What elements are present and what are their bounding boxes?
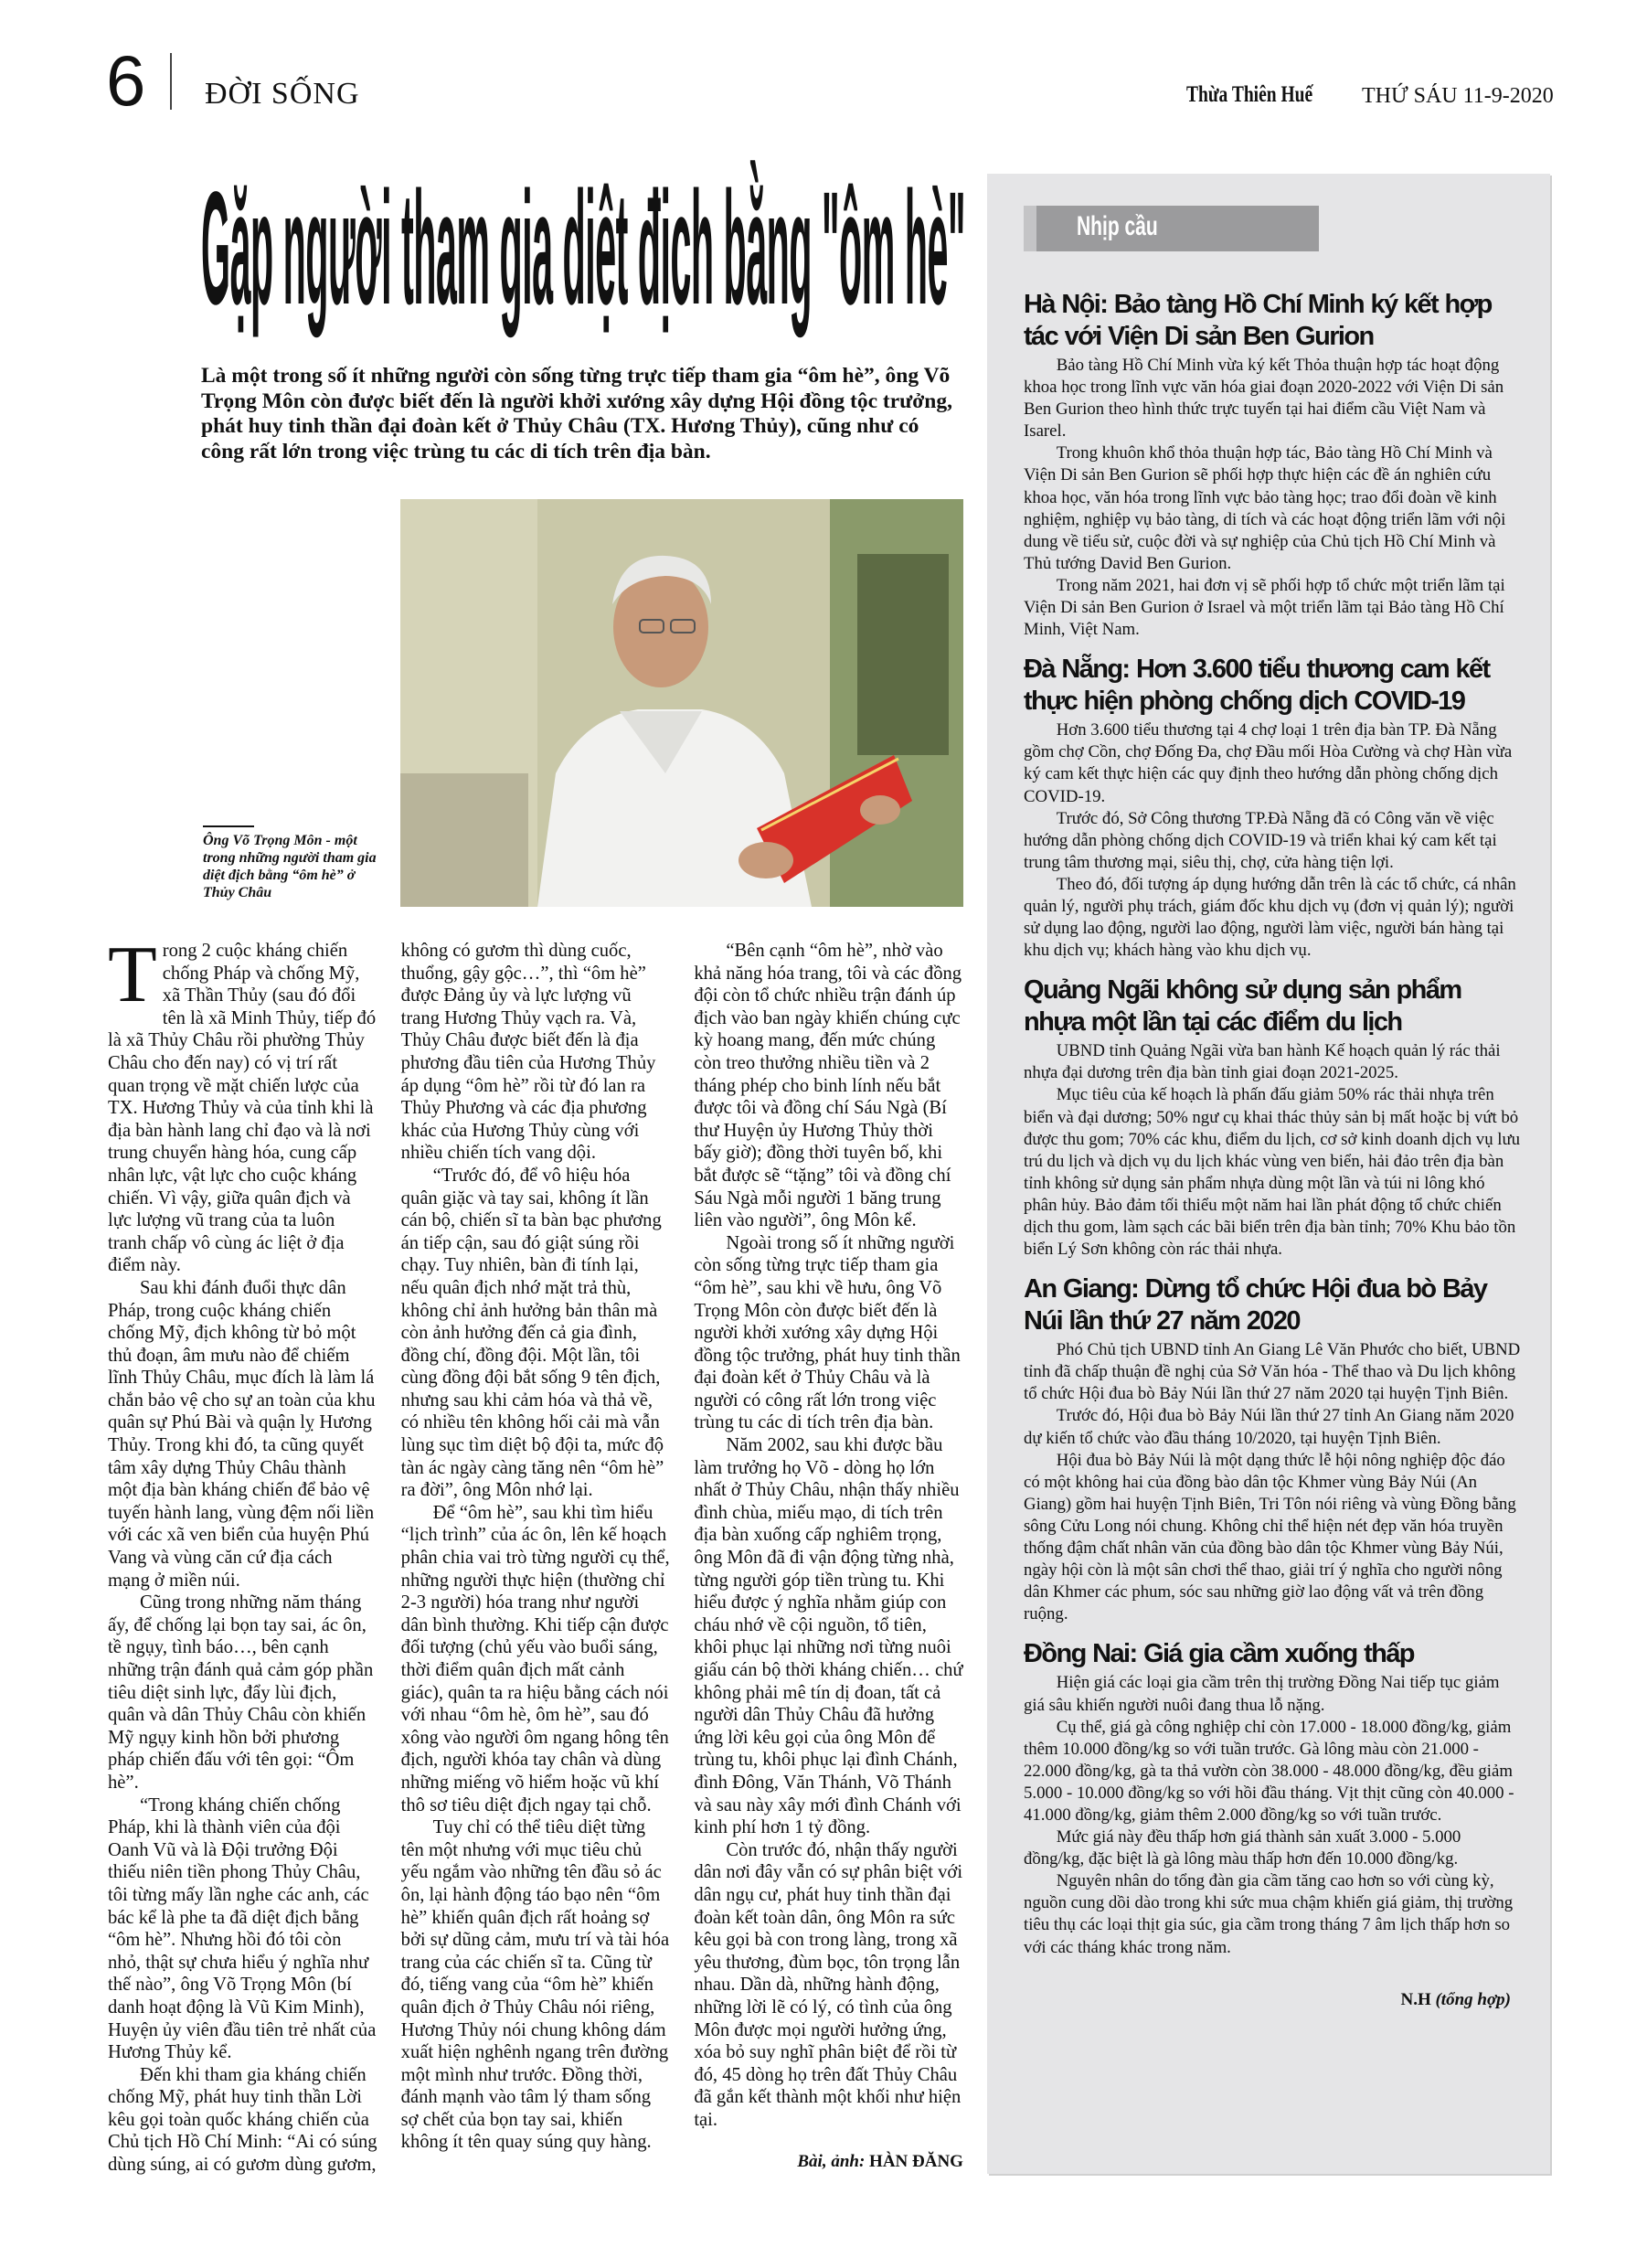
sidebar-news-paragraph: Hơn 3.600 tiểu thương tại 4 chợ loại 1 trên địa bàn TP. Đà Nẵng gồm chợ Cồn, chợ Đống Đa, chợ Đầu mối Hòa Cường và chợ Hàn vừa ký cam kết thực hiện các quy định theo hướng dẫn phòng chống dịch COVID-19. (1024, 720, 1513, 806)
drop-cap: T (108, 931, 157, 1019)
sidebar-news-body (1024, 1672, 1522, 1958)
article-paragraph: Đến khi tham gia kháng chiến chống Mỹ, phát huy tinh thần Lời kêu gọi toàn quốc kháng chiến của Chủ tịch Hồ Chí Minh: “Ai có súng dùng súng, ai có gươm dùng gươm, không có gươm thì dùng cuốc, thuổng, gậy gộc…”, thì “ôm hè” được Đảng ủy và lực lượng vũ trang Hương Thủy vạch ra. Và, Thủy Châu được biết đến là địa phương đầu tiên của Hương Thủy áp dụng “ôm hè” rồi từ đó lan ra Thủy Phương và các địa phương khác của Hương Thủy cùng với nhiều chiến tích vang dội. (108, 941, 656, 2176)
sidebar-news-body (1024, 355, 1522, 641)
sidebar-news-paragraph: Mục tiêu của kế hoạch là phấn đấu giảm 50% rác thải nhựa trên biển và đại dương; 50% ngư cụ khai thác thủy sản bị mất hoặc bị vứt bỏ được thu gom; 70% các khu, điểm du lịch, cơ sở kinh doanh dịch vụ lưu trú du lịch và dịch vụ du lịch khác vùng ven biển, hải đảo trên địa bàn tỉnh không sử dụng sản phẩm nhựa dùng một lần và túi ni lông khó phân hủy. Bảo đảm tối thiểu một năm hai lần phát động tổ chức chiến dịch thu gom, làm sạch các bãi biển trên địa bàn tỉnh; 70% Khu bảo tồn biển Lý Sơn không còn rác thải nhựa. (1024, 1085, 1521, 1260)
sidebar-news-heading: Đồng Nai: Giá gia cầm xuống thấp (1024, 1639, 1414, 1669)
photo-caption: Ông Võ Trọng Môn - một trong những người tham gia diệt địch bằng “ôm hè” ở Thủy Châu (203, 833, 377, 900)
sidebar-news-paragraph: Hội đua bò Bảy Núi là một dạng thức lễ hội nông nghiệp độc đáo có một không hai của đồng bào dân tộc Khmer vùng Bảy Núi (An Giang) gồm hai huyện Tịnh Biên, Tri Tôn nói riêng và vùng Đồng bằng sông Cửu Long nói chung. Không chỉ thể hiện nét đẹp văn hóa truyền thống đậm chất nhân văn của đồng bào dân tộc Khmer vùng Bảy Núi, ngày hội còn là một sân chơi thể thao, giải trí ý nghĩa cho người nông dân Khmer các phum, sóc sau những giờ lao động vất vả trên đồng ruộng. (1024, 1450, 1516, 1624)
article-paragraph: Tuy chỉ có thể tiêu diệt từng tên một nhưng với mục tiêu chủ yếu ngắm vào những tên đầu sỏ ác ôn, lại hành động táo bạo nên “ôm hè” khiến quân địch rất hoảng sợ bởi sự dũng cảm, mưu trí và tài hóa trang của các chiến sĩ ta. Cũng từ đó, tiếng vang của “ôm hè” khiến quân địch ở Thủy Châu nói riêng, Hương Thủy nói chung không dám xuất hiện nghênh ngang trên đường một mình như trước. Đồng thời, đánh mạnh vào tâm lý tham sống sợ chết của bọn tay sai, khiến không ít tên quay súng quy hàng. (400, 1817, 670, 2153)
sidebar-news-paragraph: Hiện giá các loại gia cầm trên thị trường Đồng Nai tiếp tục giảm giá sâu khiến người nuôi đang thua lỗ nặng. (1024, 1673, 1500, 1715)
article-paragraph: “Trước đó, để vô hiệu hóa quân giặc và tay sai, không ít lần cán bộ, chiến sĩ ta bàn bạc phương án tiếp cận, sau đó giật súng rồi chạy. Tuy nhiên, bàn đi tính lại, nếu quân địch nhớ mặt trả thù, không chỉ ảnh hưởng bản thân mà còn ảnh hưởng đến cả gia đình, đồng chí, đồng đội. Một lần, tôi cùng đồng đội bắt sống 9 tên địch, nhưng sau khi cảm hóa và thả về, có nhiều tên không hối cải mà vẫn lùng sục tìm diệt bộ đội ta, mức độ tàn ác ngày càng tăng nên “ôm hè” ra đời”, ông Môn nhớ lại. (400, 1165, 664, 1501)
page-number: 6 (106, 40, 146, 121)
sidebar-news-body (1024, 1040, 1522, 1261)
sidebar-news-heading: Hà Nội: Bảo tàng Hồ Chí Minh ký kết hợp tác với Viện Di sản Ben Gurion (1024, 290, 1492, 351)
news-sidebar (987, 174, 1550, 2174)
article-lede: Là một trong số ít những người còn sống từng trực tiếp tham gia “ôm hè”, ông Võ Trọng Môn còn được biết đến là người khởi xướng xây dựng Hội đồng tộc trưởng, phát huy tinh thần đại đoàn kết ở Thủy Châu (TX. Hương Thủy), cũng như có công rất lớn trong việc trùng tu các di tích trên địa bàn. (201, 364, 952, 463)
byline-author: HÀN ĐĂNG (869, 2152, 963, 2172)
sidebar-news-paragraph: UBND tỉnh Quảng Ngãi vừa ban hành Kế hoạch quản lý rác thải nhựa đại dương trên địa bàn tỉnh giai đoạn 2021-2025. (1024, 1041, 1501, 1083)
caption-rule (203, 825, 254, 827)
byline (694, 2151, 963, 2174)
sidebar-news-paragraph: Theo đó, đối tượng áp dụng hướng dẫn trên là các tổ chức, cá nhân quản lý, người phụ trách, giám đốc khu dịch vụ (đơn vị quản lý); người sử dụng lao động, người lao động, người làm việc, người bán hàng tại khu dịch vụ; khách hàng vào khu dịch vụ. (1024, 874, 1516, 961)
sidebar-news-paragraph: Trong năm 2021, hai đơn vị sẽ phối hợp tổ chức một triển lãm tại Viện Di sản Ben Gurion ở Israel và một triển lãm tại Bảo tàng Hồ Chí Minh, Việt Nam. (1024, 575, 1505, 640)
article-body (108, 931, 963, 2192)
article-paragraph: Để “ôm hè”, sau khi tìm hiểu “lịch trình” của ác ôn, lên kế hoạch phân chia vai trò từng người cụ thể, những người thực hiện (thường chỉ 2-3 người) hóa trang như người dân bình thường. Khi tiếp cận được đối tượng (chủ yếu vào buổi sáng, thời điểm quân địch mất cảnh giác), quân ta ra hiệu bằng cách nói với nhau “ôm hè, ôm hè”, sau đó xông vào người ôm ngang hông tên địch, người khóa tay chân và dùng những miếng võ hiểm hoặc vũ khí thô sơ tiêu diệt địch ngay tại chỗ. (400, 1502, 670, 1815)
article-paragraph: Cũng trong những năm tháng ấy, để chống lại bọn tay sai, ác ôn, tề ngụy, tình báo…, bên cạnh những trận đánh quả cảm góp phần tiêu diệt sinh lực, đẩy lùi địch, quân và dân Thủy Châu còn khiến Mỹ ngụy kinh hồn bởi phương pháp chiến đấu với tên gọi: “Ôm hè”. (108, 1592, 374, 1793)
sidebar-banner (1024, 206, 1319, 251)
sidebar-news-item (1024, 1273, 1522, 1625)
sidebar-news-item (1024, 654, 1522, 962)
article-paragraph (108, 931, 377, 1277)
sidebar-title: Nhịp cầu (1077, 211, 1158, 241)
sidebar-news-paragraph: Nguyên nhân do tổng đàn gia cầm tăng cao hơn so với cùng kỳ, nguồn cung dồi dào trong khi sức mua chậm khiến giá giảm, thị trường tiêu thụ các loại thịt gia súc, gia cầm trong tháng 7 âm lịch thấp hơn so với các tháng khác trong năm. (1024, 1871, 1514, 1957)
sidebar-news-paragraph: Cụ thể, giá gà công nghiệp chỉ còn 17.000 - 18.000 đồng/kg, giảm thêm 10.000 đồng/kg so với tuần trước. Gà lông màu còn 21.000 - 22.000 đồng/kg, gà ta thả vườn còn 38.000 - 48.000 đồng/kg, đều giảm 5.000 - 10.000 đồng/kg so với hồi đầu tháng. Vịt thịt cũng còn 40.000 - 41.000 đồng/kg, giảm thêm 2.000 đồng/kg so với tuần trước. (1024, 1717, 1514, 1825)
issue-date: THỨ SÁU 11-9-2020 (1362, 84, 1554, 108)
sidebar-signoff (1024, 1990, 1522, 2010)
banner-accent (1024, 206, 1036, 251)
sidebar-news-heading: Đà Nẵng: Hơn 3.600 tiểu thương cam kết thực hiện phòng chống dịch COVID-19 (1024, 655, 1490, 717)
article-paragraph: Ngoài trong số ít những người còn sống từng trực tiếp tham gia “ôm hè”, sau khi về hưu, ông Võ Trọng Môn còn được biết đến là người khởi xướng xây dựng Hội đồng tộc trưởng, phát huy tinh thần đại đoàn kết ở Thủy Châu và là người có công rất lớn trong việc trùng tu các di tích trên địa bàn. (694, 1232, 961, 1433)
sidebar-news-paragraph: Trước đó, Hội đua bò Bảy Núi lần thứ 27 tỉnh An Giang năm 2020 dự kiến tổ chức vào đầu tháng 10/2020, tại huyện Tịnh Biên. (1024, 1406, 1514, 1448)
signoff-author: N.H (1400, 1989, 1431, 2009)
signoff-note: (tổng hợp) (1435, 1989, 1511, 2009)
sidebar-items (1024, 289, 1522, 2010)
headline-container (201, 159, 969, 338)
article-photo (400, 499, 963, 907)
article-paragraph: “Trong kháng chiến chống Pháp, khi là thành viên của đội Oanh Vũ và là Đội trưởng Đội thiếu niên tiền phong Thủy Châu, tôi từng mấy lần nghe các anh, các bác kể là phe ta đã diệt địch bằng “ôm hè”. Nhưng hồi đó tôi còn nhỏ, thật sự chưa hiểu ý nghĩa như thế nào”, ông Võ Trọng Môn (bí danh hoạt động là Vũ Kim Minh), Huyện ủy viên đầu tiên trẻ nhất của Hương Thủy kể. (108, 1794, 377, 2063)
sidebar-news-item (1024, 1638, 1522, 1958)
article-paragraph: “Bên cạnh “ôm hè”, nhờ vào khả năng hóa trang, tôi và các đồng đội còn tổ chức nhiều trận đánh úp địch vào ban ngày khiến chúng cực kỳ hoang mang, đến mức chúng còn treo thưởng nhiều tiền và 2 tháng phép cho binh lính nếu bắt được tôi và đồng chí Sáu Ngà (Bí thư Huyện ủy Hương Thủy thời bấy giờ); đồng thời tuyên bố, khi bắt được sẽ “tặng” tôi và đồng chí Sáu Ngà mỗi người 1 băng trung liên vào người”, ông Môn kể. (694, 941, 962, 1231)
article-paragraph: Còn trước đó, nhận thấy người dân nơi đây vẫn có sự phân biệt với dân ngụ cư, phát huy tinh thần đại đoàn kết toàn dân, ông Môn ra sức kêu gọi bà con trong làng, trong xã yêu thương, đùm bọc, tôn trọng lẫn nhau. Dần dà, những hành động, những lời lẽ có lý, có tình của ông Môn được mọi người hưởng ứng, xóa bỏ suy nghĩ phân biệt để rồi từ đó, 45 dòng họ trên đất Thủy Châu đã gắn kết thành một khối như hiện tại. (694, 1839, 963, 2130)
article-paragraph: Năm 2002, sau khi được bầu làm trưởng họ Võ - dòng họ lớn nhất ở Thủy Châu, nhận thấy nhiều đình chùa, miếu mạo, di tích trên địa bàn xuống cấp nghiêm trọng, ông Môn đã đi vận động từng nhà, từng người góp tiền trùng tu. Khi hiểu được ý nghĩa nhằm giúp con cháu nhớ về cội nguồn, tổ tiên, khôi phục lại những nơi từng nuôi giấu cán bộ thời kháng chiến… chứ không phải mê tín dị đoan, tất cả người dân Thủy Châu đã hưởng ứng lời kêu gọi của ông Môn để trùng tu, khôi phục lại đình Chánh, đình Đông, Văn Thánh, Võ Thánh và sau này xây mới đình Chánh với kinh phí hơn 1 tỷ đồng. (694, 1435, 963, 1838)
byline-label: Bài, ảnh: (797, 2152, 866, 2172)
newspaper-name: Thừa Thiên Huế (1186, 82, 1313, 107)
article-headline: Gặp người tham gia diệt địch bằng "ôm hè" (201, 159, 965, 338)
sidebar-news-item (1024, 974, 1522, 1261)
sidebar-news-body (1024, 1339, 1522, 1625)
section-title: ĐỜI SỐNG (205, 77, 360, 111)
sidebar-news-body (1024, 719, 1522, 962)
sidebar-news-paragraph: Trước đó, Sở Công thương TP.Đà Nẵng đã có Công văn về việc hướng dẫn phòng chống dịch COVID-19 và triển khai ký cam kết tại trung tâm thương mại, siêu thị, chợ, cửa hàng tiện lợi. (1024, 808, 1497, 872)
sidebar-news-paragraph: Bảo tàng Hồ Chí Minh vừa ký kết Thỏa thuận hợp tác hoạt động khoa học trong lĩnh vực văn hóa giai đoạn 2020-2022 với Viện Di sản Ben Gurion theo hình thức trực tuyến tại hai điểm cầu Việt Nam và Isarel. (1024, 356, 1504, 442)
first-paragraph-text: rong 2 cuộc kháng chiến chống Pháp và chống Mỹ, xã Thần Thủy (sau đó đổi tên là xã Minh Thủy, tiếp đó là xã Thủy Châu rồi phường Thủy Châu cho đến nay) có vị trí rất quan trọng về mặt chiến lược của TX. Hương Thủy và của tỉnh khi là địa bàn hành lang chỉ đạo và là nơi trung chuyển hàng hóa, cung cấp nhân lực, vật lực cho cuộc kháng chiến. Vì vậy, giữa quân địch và lực lượng vũ trang của ta luôn tranh chấp vô cùng ác liệt ở địa điểm này. (108, 941, 377, 1276)
sidebar-news-paragraph: Mức giá này đều thấp hơn giá thành sản xuất 3.000 - 5.000 đồng/kg, đặc biệt là gà lông màu thấp hơn đến 10.000 đồng/kg. (1024, 1827, 1461, 1869)
article-paragraph: Sau khi đánh đuổi thực dân Pháp, trong cuộc kháng chiến chống Mỹ, địch không từ bỏ một thủ đoạn, âm mưu nào để chiếm lĩnh Thủy Châu, mục đích là làm lá chắn bảo vệ cho sự an toàn của khu quân sự Phú Bài và quận lỵ Hương Thủy. Trong khi đó, ta cũng quyết tâm xây dựng Thủy Châu thành một địa bàn kháng chiến để bảo vệ tuyến hành lang, vùng đệm nối liền với các xã ven biển của huyện Phú Vang và vùng căn cứ địa cách mạng ở miền núi. (108, 1277, 376, 1591)
sidebar-news-paragraph: Phó Chủ tịch UBND tỉnh An Giang Lê Văn Phước cho biết, UBND tỉnh đã chấp thuận đề nghị của Sở Văn hóa - Thể thao và Du lịch không tổ chức Hội đua bò Bảy Núi lần thứ 27 năm 2020 tại huyện Tịnh Biên. (1024, 1340, 1521, 1404)
sidebar-news-heading: An Giang: Dừng tổ chức Hội đua bò Bảy Núi lần thứ 27 năm 2020 (1024, 1274, 1487, 1336)
sidebar-news-heading: Quảng Ngãi không sử dụng sản phẩm nhựa một lần tại các điểm du lịch (1024, 975, 1461, 1038)
sidebar-news-paragraph: Trong khuôn khổ thỏa thuận hợp tác, Bảo tàng Hồ Chí Minh và Viện Di sản Ben Gurion sẽ phối hợp thực hiện các đề án nghiên cứu khoa học, văn hóa trong lĩnh vực bảo tàng học; trao đổi đoàn về kinh nghiệm, nghiệp vụ bảo tàng, di tích và các hoạt động triển lãm với nội dung về tiểu sử, cuộc đời và sự nghiệp của Chủ tịch Hồ Chí Minh và Thủ tướng David Ben Gurion. (1024, 443, 1506, 573)
sidebar-news-item (1024, 289, 1522, 641)
header-divider (170, 53, 172, 110)
